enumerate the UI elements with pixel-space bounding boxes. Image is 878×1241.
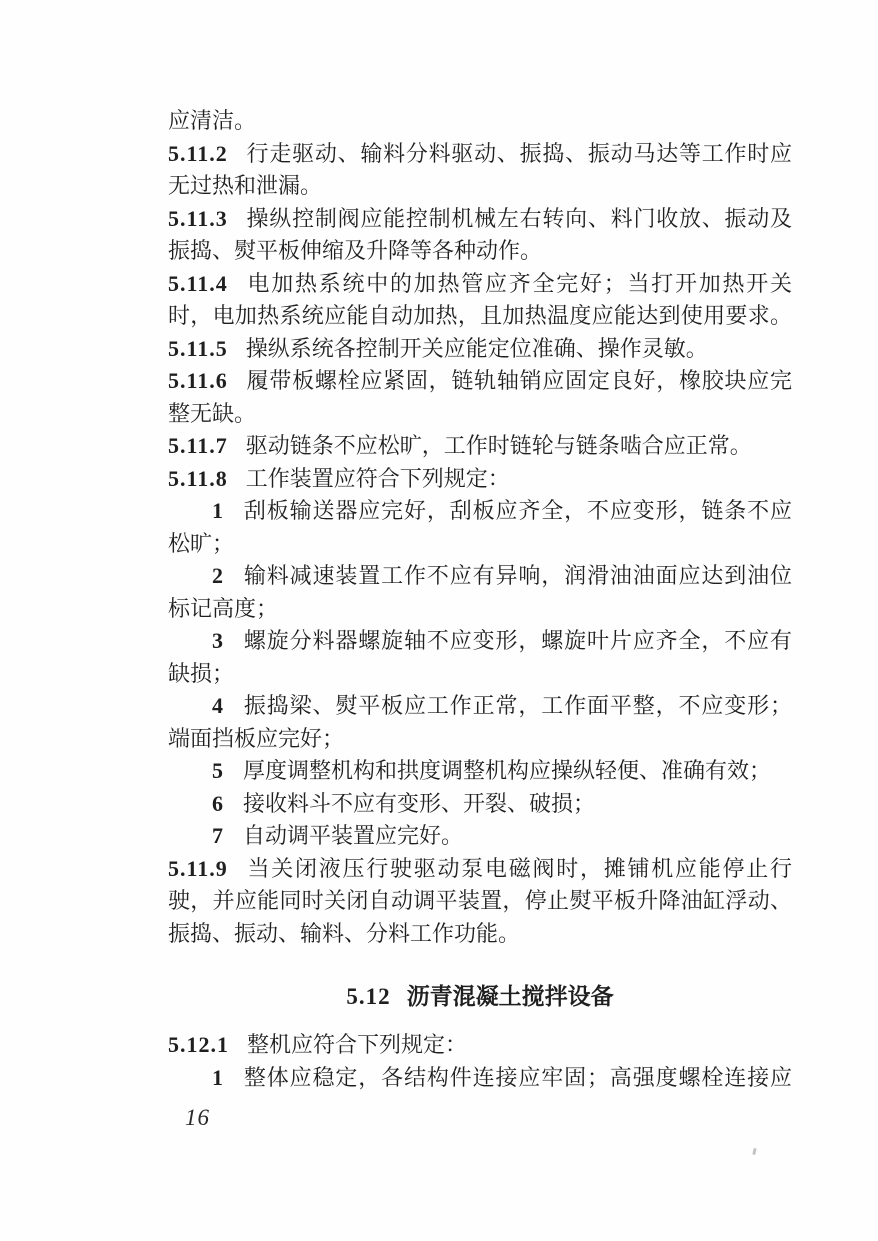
item-number: 2 bbox=[212, 563, 223, 588]
text-line bbox=[168, 593, 792, 626]
item-number: 7 bbox=[212, 823, 223, 848]
line-text: 标记高度； bbox=[168, 595, 279, 621]
line-text: 输料减速装置工作不应有异响，润滑油油面应达到油位 bbox=[243, 563, 792, 588]
line-text: 振捣、振动、输料、分料工作功能。 bbox=[168, 920, 521, 946]
line-text: 无过热和泄漏。 bbox=[168, 173, 323, 198]
text-line bbox=[168, 203, 792, 236]
line-text: 驱动链条不应松旷，工作时链轮与链条啮合应正常。 bbox=[245, 433, 752, 458]
scan-artifact bbox=[752, 1148, 756, 1155]
text-line bbox=[168, 755, 792, 788]
text-line bbox=[168, 333, 792, 366]
line-text: 整机应符合下列规定： bbox=[247, 1032, 468, 1057]
line-text: 整体应稳定，各结构件连接应牢固；高强度螺栓连接应 bbox=[243, 1064, 792, 1090]
line-text: 操纵系统各控制开关应能定位准确、操作灵敏。 bbox=[245, 335, 708, 361]
line-text: 振捣梁、熨平板应工作正常，工作面平整，不应变形； bbox=[243, 693, 792, 718]
line-text: 接收料斗不应有变形、开裂、破损； bbox=[243, 790, 596, 816]
clause-number: 5.11.7 bbox=[168, 433, 228, 458]
line-text: 履带板螺栓应紧固，链轨轴销应固定良好，橡胶块应完 bbox=[245, 368, 792, 393]
clause-number: 5.12.1 bbox=[168, 1032, 229, 1057]
clause-number: 5.12 bbox=[346, 984, 391, 1009]
item-number: 1 bbox=[212, 498, 223, 523]
text-line bbox=[168, 268, 792, 301]
item-number: 3 bbox=[212, 628, 223, 653]
line-text: 驶，并应能同时关闭自动调平装置，停止熨平板升降油缸浮动、 bbox=[168, 888, 792, 913]
text-line bbox=[168, 528, 792, 561]
clause-number: 5.11.5 bbox=[168, 335, 228, 361]
clause-number: 5.11.9 bbox=[168, 855, 228, 881]
line-text: 自动调平装置应完好。 bbox=[243, 823, 464, 848]
text-line bbox=[168, 170, 792, 203]
line-text: 厚度调整机构和拱度调整机构应操纵轻便、准确有效； bbox=[243, 758, 772, 783]
line-text: 电加热系统中的加热管应齐全完好；当打开加热开关 bbox=[245, 270, 792, 296]
text-line bbox=[168, 788, 792, 821]
line-text: 行走驱动、输料分料驱动、振捣、振动马达等工作时应 bbox=[245, 140, 792, 166]
item-number: 1 bbox=[212, 1064, 223, 1090]
line-text: 缺损； bbox=[168, 660, 235, 686]
text-line bbox=[168, 658, 792, 691]
line-text: 整无缺。 bbox=[168, 400, 257, 426]
line-text: 当关闭液压行驶驱动泵电磁阀时，摊铺机应能停止行 bbox=[245, 855, 792, 881]
text-line bbox=[168, 560, 792, 593]
text-line bbox=[168, 690, 792, 723]
text-line bbox=[168, 105, 792, 138]
text-line bbox=[168, 820, 792, 853]
text-line bbox=[168, 625, 792, 658]
clause-number: 5.11.8 bbox=[168, 465, 228, 491]
clause-number: 5.11.4 bbox=[168, 270, 228, 296]
text-line bbox=[168, 365, 792, 398]
clause-number: 5.11.6 bbox=[168, 368, 228, 393]
page-number: 16 bbox=[185, 1105, 210, 1130]
line-text: 操纵控制阀应能控制机械左右转向、料门收放、振动及 bbox=[245, 205, 792, 231]
line-text: 应清洁。 bbox=[168, 108, 257, 133]
line-text: 松旷； bbox=[168, 530, 235, 556]
text-line bbox=[168, 300, 792, 333]
text-line bbox=[168, 723, 792, 756]
text-line bbox=[168, 398, 792, 431]
clause-number: 5.11.3 bbox=[168, 205, 228, 231]
line-text: 刮板输送器应完好，刮板应齐全，不应变形，链条不应 bbox=[243, 498, 792, 523]
text-line bbox=[168, 463, 792, 496]
text-line bbox=[168, 885, 792, 918]
item-number: 6 bbox=[212, 790, 223, 816]
text-line bbox=[168, 138, 792, 171]
section-heading bbox=[168, 980, 792, 1014]
item-number: 4 bbox=[212, 693, 223, 718]
line-text: 工作装置应符合下列规定： bbox=[245, 465, 510, 491]
text-line bbox=[168, 1029, 792, 1062]
item-number: 5 bbox=[212, 758, 223, 783]
heading-title: 沥青混凝土搅拌设备 bbox=[406, 984, 614, 1009]
text-body bbox=[168, 105, 792, 1094]
line-text: 振捣、熨平板伸缩及升降等各种动作。 bbox=[168, 238, 543, 263]
text-line bbox=[168, 495, 792, 528]
text-line bbox=[168, 853, 792, 886]
line-text: 时，电加热系统应能自动加热，且加热温度应能达到使用要求。 bbox=[168, 303, 792, 328]
line-text: 螺旋分料器螺旋轴不应变形，螺旋叶片应齐全，不应有 bbox=[243, 628, 792, 653]
text-line bbox=[168, 918, 792, 951]
text-line bbox=[168, 1062, 792, 1095]
line-text: 端面挡板应完好； bbox=[168, 725, 345, 751]
clause-number: 5.11.2 bbox=[168, 140, 228, 166]
text-line bbox=[168, 235, 792, 268]
text-line bbox=[168, 430, 792, 463]
